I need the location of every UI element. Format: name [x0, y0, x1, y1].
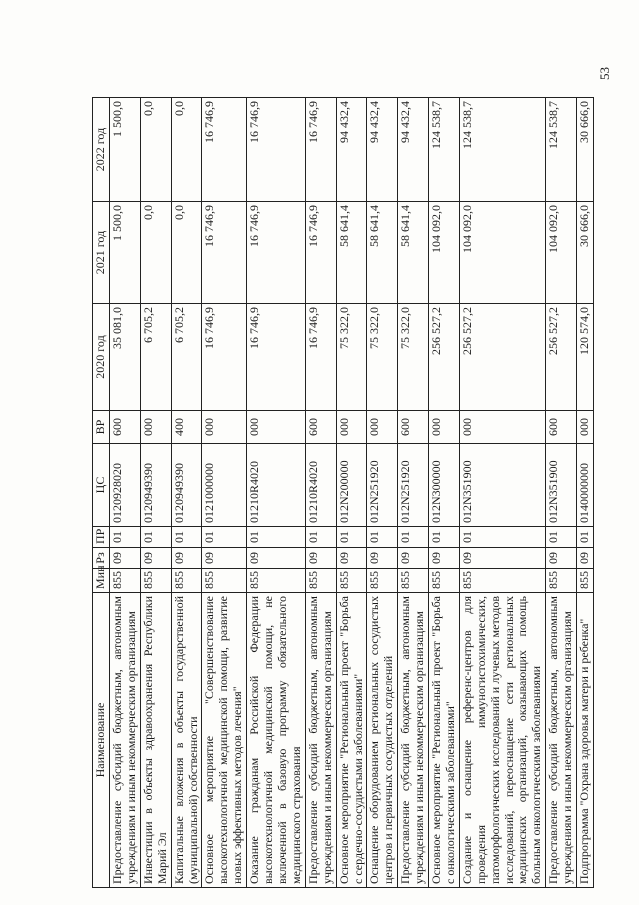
- row-vr: 000: [140, 411, 171, 444]
- header-min: Мин: [93, 569, 110, 593]
- table-row: [367, 98, 398, 888]
- row-pr: 01: [577, 527, 594, 548]
- row-pr: 01: [202, 527, 247, 548]
- row-name: Основное мероприятие "Региональный проект "Борьба с онкологическими заболеваниями": [429, 593, 460, 888]
- row-pr: 01: [398, 527, 429, 548]
- row-rz: 09: [429, 548, 460, 569]
- row-pr: 01: [110, 527, 141, 548]
- table-row: [336, 98, 367, 888]
- row-2022: 16 746,9: [247, 98, 306, 202]
- budget-table: [92, 97, 594, 888]
- row-rz: 09: [171, 548, 202, 569]
- row-pr: 01: [140, 527, 171, 548]
- row-2021: 16 746,9: [202, 202, 247, 304]
- row-min: 855: [546, 569, 577, 593]
- row-cs: 0120949390: [171, 444, 202, 527]
- row-min: 855: [429, 569, 460, 593]
- header-2020: 2020 год: [93, 304, 110, 411]
- row-name: Основное мероприятие "Совершенствование высокотехнологичной медицинской помощи, развитие новых эффективных методов лечения": [202, 593, 247, 888]
- row-rz: 09: [336, 548, 367, 569]
- row-name: Подпрограмма "Охрана здоровья матери и ребенка": [577, 593, 594, 888]
- header-cs: ЦС: [93, 444, 110, 527]
- table-row: [202, 98, 247, 888]
- row-cs: 012N251920: [367, 444, 398, 527]
- row-cs: 0120928020: [110, 444, 141, 527]
- row-vr: 600: [398, 411, 429, 444]
- row-name: Предоставление субсидий бюджетным, автономным учреждениям и иным некоммерческим организациям: [398, 593, 429, 888]
- row-2022: 94 432,4: [336, 98, 367, 202]
- row-rz: 09: [577, 548, 594, 569]
- row-pr: 01: [336, 527, 367, 548]
- row-vr: 600: [546, 411, 577, 444]
- row-2020: 75 322,0: [398, 304, 429, 411]
- row-2021: 0,0: [171, 202, 202, 304]
- row-name: Предоставление субсидий бюджетным, автономным учреждениям и иным некоммерческим организациям: [110, 593, 141, 888]
- row-2022: 16 746,9: [305, 98, 336, 202]
- row-2020: 16 746,9: [202, 304, 247, 411]
- row-2021: 58 641,4: [398, 202, 429, 304]
- row-min: 855: [367, 569, 398, 593]
- row-2022: 0,0: [140, 98, 171, 202]
- row-min: 855: [459, 569, 545, 593]
- row-min: 855: [202, 569, 247, 593]
- row-min: 855: [336, 569, 367, 593]
- table-row: [140, 98, 171, 888]
- header-rz: Рз: [93, 548, 110, 569]
- page-number: 53: [597, 67, 612, 80]
- table-header-row: [93, 98, 110, 888]
- row-2022: 1 500,0: [110, 98, 141, 202]
- row-cs: 012N251920: [398, 444, 429, 527]
- row-2022: 16 746,9: [202, 98, 247, 202]
- row-2020: 16 746,9: [305, 304, 336, 411]
- row-min: 855: [110, 569, 141, 593]
- table-row: [171, 98, 202, 888]
- row-vr: 000: [367, 411, 398, 444]
- header-name: Наименование: [93, 593, 110, 888]
- row-pr: 01: [367, 527, 398, 548]
- header-2021: 2021 год: [93, 202, 110, 304]
- row-2021: 0,0: [140, 202, 171, 304]
- row-cs: 0121000000: [202, 444, 247, 527]
- row-2021: 104 092,0: [546, 202, 577, 304]
- row-2022: 0,0: [171, 98, 202, 202]
- row-name: Предоставление субсидий бюджетным, автономным учреждениям и иным некоммерческим организациям: [305, 593, 336, 888]
- row-min: 855: [305, 569, 336, 593]
- row-pr: 01: [247, 527, 306, 548]
- row-vr: 000: [429, 411, 460, 444]
- row-cs: 0120949390: [140, 444, 171, 527]
- row-pr: 01: [429, 527, 460, 548]
- header-vr: ВР: [93, 411, 110, 444]
- row-2021: 1 500,0: [110, 202, 141, 304]
- row-2021: 104 092,0: [429, 202, 460, 304]
- row-2020: 256 527,2: [429, 304, 460, 411]
- row-rz: 09: [367, 548, 398, 569]
- row-2022: 124 538,7: [459, 98, 545, 202]
- table-row: [546, 98, 577, 888]
- table-row: [429, 98, 460, 888]
- row-cs: 0140000000: [577, 444, 594, 527]
- row-2021: 16 746,9: [247, 202, 306, 304]
- row-2022: 124 538,7: [429, 98, 460, 202]
- rotated-page: [92, 98, 592, 888]
- row-pr: 01: [305, 527, 336, 548]
- row-name: Оснащение оборудованием региональных сосудистых центров и первичных сосудистых отделений: [367, 593, 398, 888]
- row-2021: 104 092,0: [459, 202, 545, 304]
- row-cs: 012N351900: [459, 444, 545, 527]
- row-vr: 600: [305, 411, 336, 444]
- row-vr: 400: [171, 411, 202, 444]
- row-2020: 35 081,0: [110, 304, 141, 411]
- row-cs: 01210R4020: [247, 444, 306, 527]
- table-row: [577, 98, 594, 888]
- row-rz: 09: [202, 548, 247, 569]
- row-min: 855: [171, 569, 202, 593]
- row-2020: 256 527,2: [546, 304, 577, 411]
- row-min: 855: [398, 569, 429, 593]
- row-2021: 30 666,0: [577, 202, 594, 304]
- row-2021: 58 641,4: [367, 202, 398, 304]
- row-pr: 01: [459, 527, 545, 548]
- row-min: 855: [577, 569, 594, 593]
- header-2022: 2022 год: [93, 98, 110, 202]
- row-2021: 58 641,4: [336, 202, 367, 304]
- row-vr: 000: [577, 411, 594, 444]
- row-rz: 09: [247, 548, 306, 569]
- table-row: [305, 98, 336, 888]
- row-rz: 09: [459, 548, 545, 569]
- row-min: 855: [247, 569, 306, 593]
- row-name: Инвестиции в объекты здравоохранения Республики Марий Эл: [140, 593, 171, 888]
- row-rz: 09: [140, 548, 171, 569]
- row-name: Предоставление субсидий бюджетным, автономным учреждениям и иным некоммерческим организациям: [546, 593, 577, 888]
- row-2020: 16 746,9: [247, 304, 306, 411]
- row-vr: 600: [110, 411, 141, 444]
- row-vr: 000: [247, 411, 306, 444]
- row-pr: 01: [171, 527, 202, 548]
- row-name: Основное мероприятие "Региональный проект "Борьба с сердечно-сосудистыми заболеваниями": [336, 593, 367, 888]
- row-cs: 012N200000: [336, 444, 367, 527]
- row-cs: 012N300000: [429, 444, 460, 527]
- row-rz: 09: [398, 548, 429, 569]
- row-2020: 120 574,0: [577, 304, 594, 411]
- row-vr: 000: [202, 411, 247, 444]
- row-2022: 94 432,4: [398, 98, 429, 202]
- row-min: 855: [140, 569, 171, 593]
- row-vr: 000: [459, 411, 545, 444]
- row-rz: 09: [110, 548, 141, 569]
- table-row: [398, 98, 429, 888]
- row-rz: 09: [546, 548, 577, 569]
- row-name: Капитальные вложения в объекты государственной (муниципальной) собственности: [171, 593, 202, 888]
- row-2020: 75 322,0: [336, 304, 367, 411]
- row-2020: 6 705,2: [171, 304, 202, 411]
- table-row: [247, 98, 306, 888]
- table-row: [110, 98, 141, 888]
- row-rz: 09: [305, 548, 336, 569]
- row-cs: 01210R4020: [305, 444, 336, 527]
- row-2022: 124 538,7: [546, 98, 577, 202]
- row-name: Оказание гражданам Российской Федерации высокотехнологичной медицинской помощи, не включенной в базовую программу обязательного медицинского страхования: [247, 593, 306, 888]
- row-cs: 012N351900: [546, 444, 577, 527]
- row-2020: 75 322,0: [367, 304, 398, 411]
- header-pr: ПР: [93, 527, 110, 548]
- row-2021: 16 746,9: [305, 202, 336, 304]
- row-name: Создание и оснащение референс-центров для проведения иммуногистохимических, патоморфологических исследований и лучевых методов исследований, переоснащение сети региональных медицинских организаций, оказывающих помощь больным онкологическими заболеваниями: [459, 593, 545, 888]
- row-2020: 6 705,2: [140, 304, 171, 411]
- row-2022: 30 666,0: [577, 98, 594, 202]
- row-pr: 01: [546, 527, 577, 548]
- row-vr: 000: [336, 411, 367, 444]
- row-2020: 256 527,2: [459, 304, 545, 411]
- table-row: [459, 98, 545, 888]
- row-2022: 94 432,4: [367, 98, 398, 202]
